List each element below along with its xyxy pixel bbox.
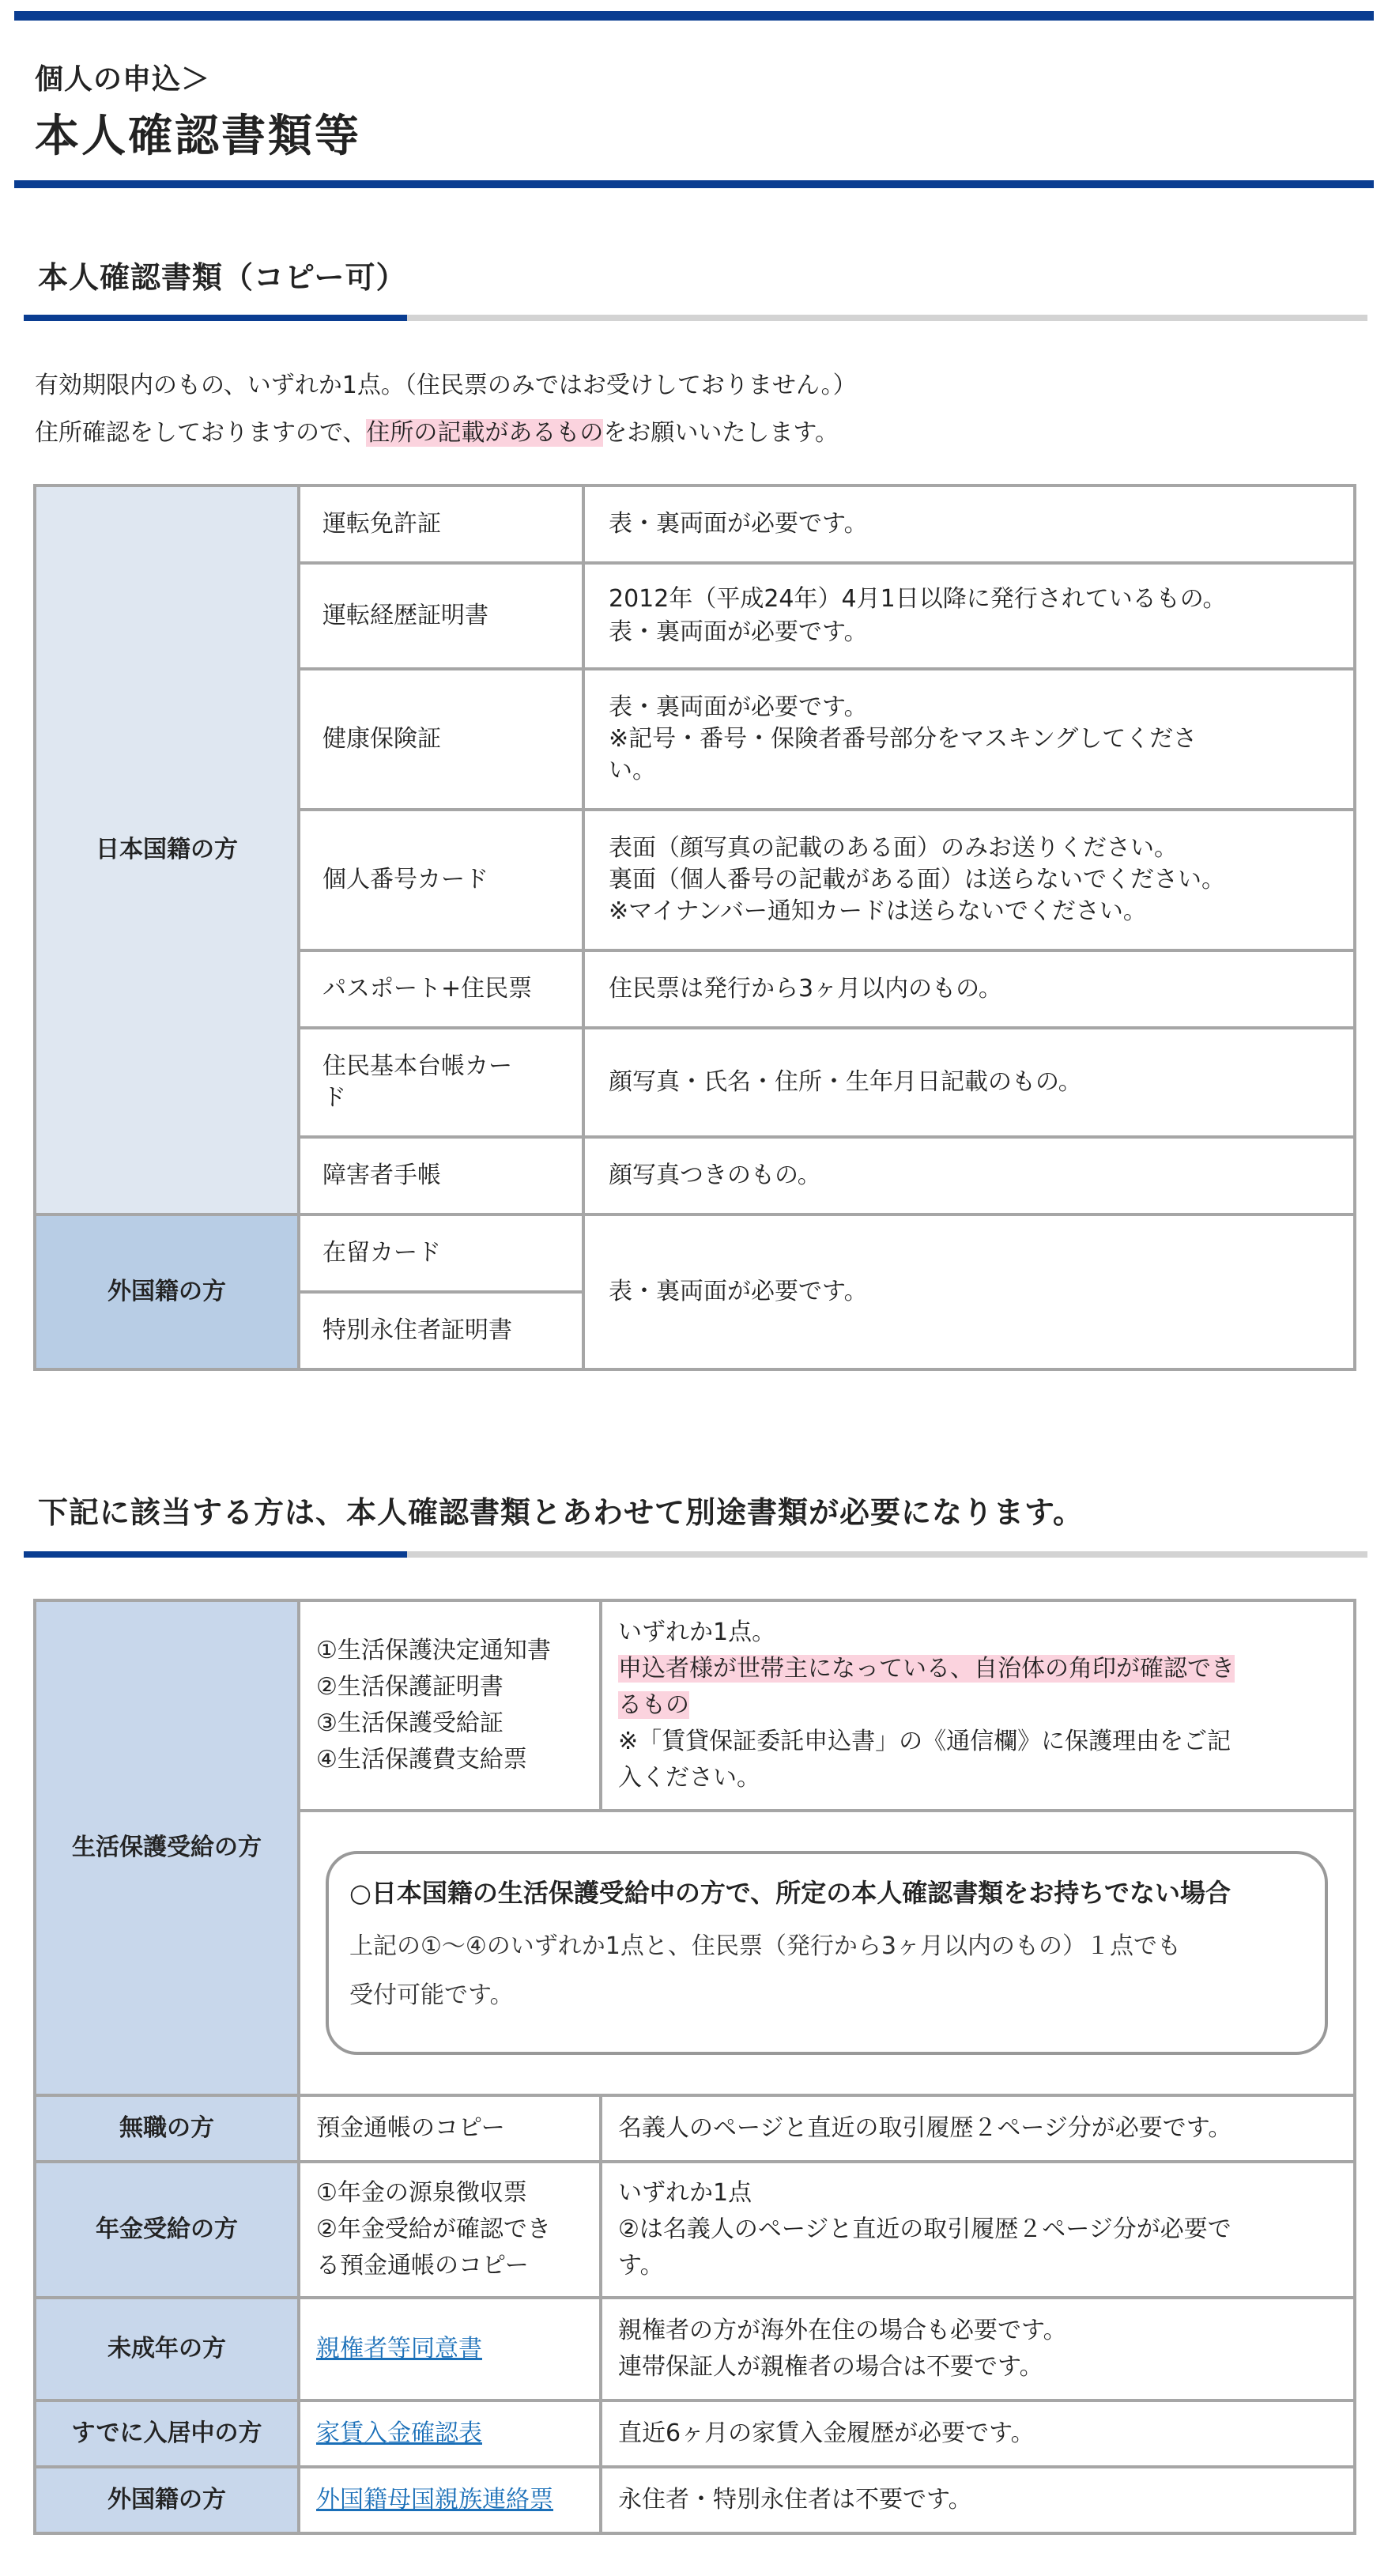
doc-name: 障害者手帳 xyxy=(299,1137,583,1214)
note-box-title: ○日本国籍の生活保護受給中の方で、所定の本人確認書類をお持ちでない場合 xyxy=(349,1878,1231,1908)
category-pension: 年金受給の方 xyxy=(35,2162,299,2298)
table-row xyxy=(35,2095,1355,2162)
doc-name: 住民基本台帳カー ド xyxy=(299,1028,583,1137)
id-documents-table xyxy=(33,484,1356,1371)
page-title: 本人確認書類等 xyxy=(35,111,361,162)
table-row xyxy=(35,485,1355,563)
section-underline xyxy=(24,315,1367,321)
doc-note: 表・裏両面が必要です。 xyxy=(583,485,1355,563)
section-heading-id-documents: 本人確認書類（コピー可） xyxy=(38,260,407,295)
note-box xyxy=(326,1851,1328,2055)
doc-name: ①生活保護決定通知書 ②生活保護証明書 ③生活保護受給証 ④生活保護費支給票 xyxy=(299,1600,601,1811)
doc-name xyxy=(299,2467,601,2533)
intro-text xyxy=(35,362,857,457)
table-row xyxy=(35,2467,1355,2533)
category-welfare: 生活保護受給の方 xyxy=(35,1600,299,2095)
additional-documents-table xyxy=(33,1599,1356,2535)
doc-note: 表面（顔写真の記載のある面）のみお送りください。 裏面（個人番号の記載がある面）は送らないでください。 ※マイナンバー通知カードは送らないでください。 xyxy=(583,810,1355,950)
consent-form-link[interactable]: 親権者等同意書 xyxy=(316,2335,482,2363)
intro-line-2: 住所確認をしておりますので、住所の記載があるものをお願いいたします。 xyxy=(35,419,839,447)
category-foreign: 外国籍の方 xyxy=(35,2467,299,2533)
category-minor: 未成年の方 xyxy=(35,2298,299,2400)
doc-note: 顔写真・氏名・住所・生年月日記載のもの。 xyxy=(583,1028,1355,1137)
top-accent-bar xyxy=(14,11,1374,21)
doc-name: 特別永住者証明書 xyxy=(299,1292,583,1369)
doc-name: 健康保険証 xyxy=(299,669,583,810)
doc-note: 永住者・特別永住者は不要です。 xyxy=(601,2467,1355,2533)
welfare-box-cell xyxy=(299,1811,1355,2095)
doc-name: 預金通帳のコピー xyxy=(299,2095,601,2162)
foreign-relatives-contact-form-link[interactable]: 外国籍母国親族連絡票 xyxy=(316,2486,553,2514)
doc-name xyxy=(299,2400,601,2467)
doc-note: 表・裏両面が必要です。 ※記号・番号・保険者番号部分をマスキングしてくださ い。 xyxy=(583,669,1355,810)
doc-note: 顔写真つきのもの。 xyxy=(583,1137,1355,1214)
note-box-text: 上記の①～④のいずれか1点と、住民票（発行から3ヶ月以内のもの）１点でも 受付可能です。 xyxy=(349,1932,1181,2009)
doc-name xyxy=(299,2298,601,2400)
doc-note: 表・裏両面が必要です。 xyxy=(583,1214,1355,1369)
doc-name: 個人番号カード xyxy=(299,810,583,950)
section-underline xyxy=(24,1551,1367,1558)
category-current-resident: すでに入居中の方 xyxy=(35,2400,299,2467)
doc-note: 2012年（平成24年）4月1日以降に発行されているもの。 表・裏両面が必要です。 xyxy=(583,563,1355,669)
table-row xyxy=(35,2162,1355,2298)
doc-name: パスポート+住民票 xyxy=(299,950,583,1028)
doc-note: 直近6ヶ月の家賃入金履歴が必要です。 xyxy=(601,2400,1355,2467)
category-japanese: 日本国籍の方 xyxy=(35,485,299,1214)
doc-note: いずれか1点 ②は名義人のページと直近の取引履歴２ページ分が必要で す。 xyxy=(601,2162,1355,2298)
doc-name: 在留カード xyxy=(299,1214,583,1292)
highlighted-text: 申込者様が世帯主になっている、自治体の角印が確認でき xyxy=(618,1655,1235,1683)
doc-name: 運転免許証 xyxy=(299,485,583,563)
doc-note: 住民票は発行から3ヶ月以内のもの。 xyxy=(583,950,1355,1028)
doc-name: 運転経歴証明書 xyxy=(299,563,583,669)
rent-payment-confirmation-link[interactable]: 家賃入金確認表 xyxy=(316,2419,482,2447)
table-row xyxy=(35,1600,1355,1811)
doc-name: ①年金の源泉徴収票 ②年金受給が確認でき る預金通帳のコピー xyxy=(299,2162,601,2298)
header-divider xyxy=(14,180,1374,188)
category-unemployed: 無職の方 xyxy=(35,2095,299,2162)
doc-note: いずれか1点。 申込者様が世帯主になっている、自治体の角印が確認でき るもの ※「賃貸保証委託申込書」の《通信欄》に保護理由をご記 入ください。 xyxy=(601,1600,1355,1811)
section-heading-additional-documents: 下記に該当する方は、本人確認書類とあわせて別途書類が必要になります。 xyxy=(38,1495,1084,1530)
table-row xyxy=(35,1214,1355,1292)
highlighted-text: るもの xyxy=(618,1691,689,1719)
doc-note: 名義人のページと直近の取引履歴２ページ分が必要です。 xyxy=(601,2095,1355,2162)
intro-line-1: 有効期限内のもの、いずれか1点。（住民票のみではお受けしておりません。） xyxy=(35,372,857,399)
doc-note: 親権者の方が海外在住の場合も必要です。 連帯保証人が親権者の場合は不要です。 xyxy=(601,2298,1355,2400)
breadcrumb[interactable]: 個人の申込＞ xyxy=(35,63,211,96)
highlighted-text: 住所の記載があるもの xyxy=(366,419,604,447)
table-row xyxy=(35,2298,1355,2400)
category-foreign: 外国籍の方 xyxy=(35,1214,299,1369)
table-row xyxy=(35,2400,1355,2467)
